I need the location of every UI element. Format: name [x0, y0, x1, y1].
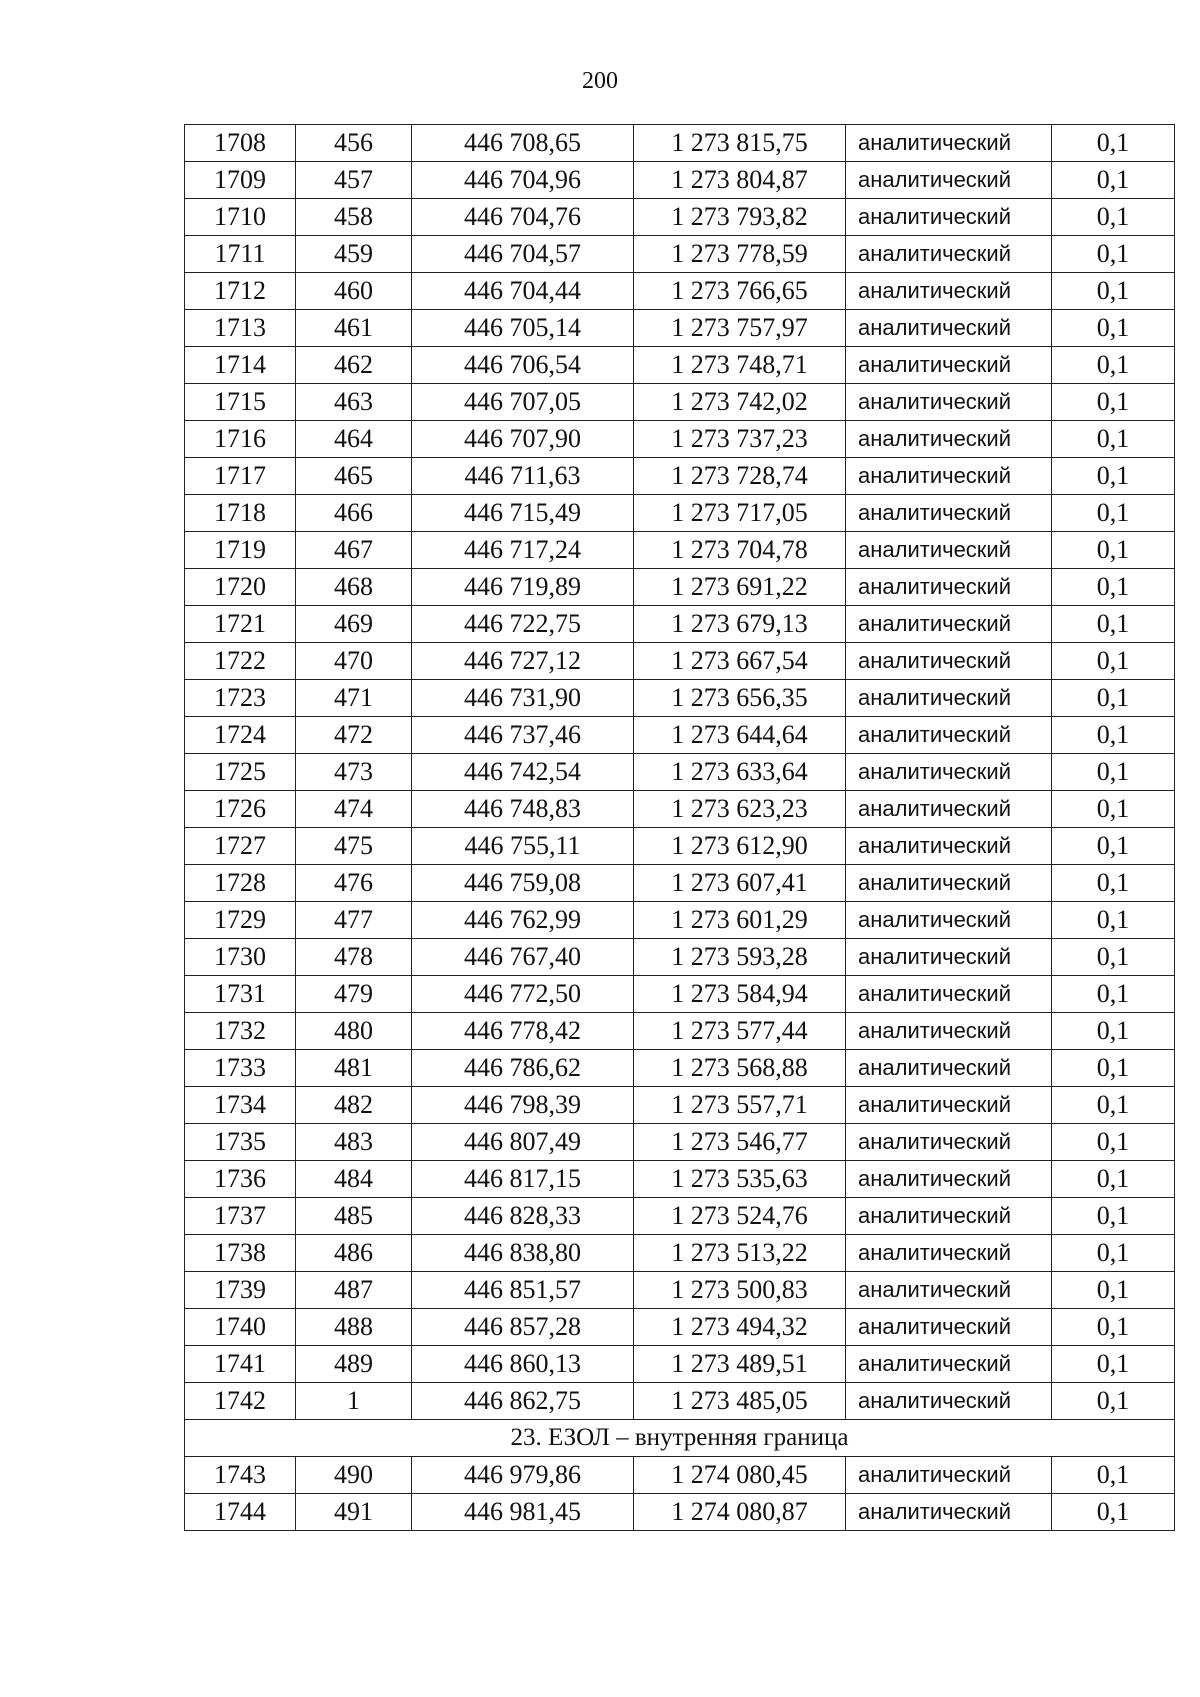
cell-accuracy: 0,1: [1052, 902, 1175, 939]
cell-point-number: 489: [296, 1346, 412, 1383]
cell-x-coordinate: 446 851,57: [412, 1272, 634, 1309]
cell-method: аналитический: [846, 1050, 1052, 1087]
cell-y-coordinate: 1 273 742,02: [634, 384, 846, 421]
cell-point-number: 481: [296, 1050, 412, 1087]
cell-accuracy: 0,1: [1052, 976, 1175, 1013]
cell-method: аналитический: [846, 495, 1052, 532]
cell-y-coordinate: 1 273 546,77: [634, 1124, 846, 1161]
cell-accuracy: 0,1: [1052, 199, 1175, 236]
cell-row-number: 1708: [185, 125, 296, 162]
cell-method: аналитический: [846, 1494, 1052, 1531]
table-row: [185, 865, 1175, 902]
table-row: [185, 1161, 1175, 1198]
cell-accuracy: 0,1: [1052, 1272, 1175, 1309]
cell-method: аналитический: [846, 754, 1052, 791]
cell-y-coordinate: 1 273 500,83: [634, 1272, 846, 1309]
table-row: [185, 902, 1175, 939]
cell-accuracy: 0,1: [1052, 347, 1175, 384]
cell-x-coordinate: 446 857,28: [412, 1309, 634, 1346]
cell-row-number: 1734: [185, 1087, 296, 1124]
cell-x-coordinate: 446 748,83: [412, 791, 634, 828]
cell-accuracy: 0,1: [1052, 643, 1175, 680]
cell-point-number: 474: [296, 791, 412, 828]
cell-row-number: 1714: [185, 347, 296, 384]
cell-x-coordinate: 446 737,46: [412, 717, 634, 754]
cell-method: аналитический: [846, 1346, 1052, 1383]
table-row: [185, 1235, 1175, 1272]
table-row: [185, 1457, 1175, 1494]
cell-accuracy: 0,1: [1052, 1235, 1175, 1272]
cell-method: аналитический: [846, 199, 1052, 236]
cell-accuracy: 0,1: [1052, 421, 1175, 458]
cell-row-number: 1710: [185, 199, 296, 236]
cell-method: аналитический: [846, 1457, 1052, 1494]
cell-point-number: 472: [296, 717, 412, 754]
cell-accuracy: 0,1: [1052, 791, 1175, 828]
cell-point-number: 488: [296, 1309, 412, 1346]
cell-x-coordinate: 446 705,14: [412, 310, 634, 347]
table-row: [185, 236, 1175, 273]
cell-accuracy: 0,1: [1052, 495, 1175, 532]
cell-accuracy: 0,1: [1052, 1383, 1175, 1420]
cell-x-coordinate: 446 979,86: [412, 1457, 634, 1494]
cell-point-number: 457: [296, 162, 412, 199]
cell-accuracy: 0,1: [1052, 1309, 1175, 1346]
cell-row-number: 1722: [185, 643, 296, 680]
cell-y-coordinate: 1 273 656,35: [634, 680, 846, 717]
cell-row-number: 1736: [185, 1161, 296, 1198]
cell-x-coordinate: 446 704,76: [412, 199, 634, 236]
cell-x-coordinate: 446 862,75: [412, 1383, 634, 1420]
cell-x-coordinate: 446 807,49: [412, 1124, 634, 1161]
cell-y-coordinate: 1 273 513,22: [634, 1235, 846, 1272]
table-row: [185, 347, 1175, 384]
cell-point-number: 459: [296, 236, 412, 273]
cell-point-number: 1: [296, 1383, 412, 1420]
cell-y-coordinate: 1 273 557,71: [634, 1087, 846, 1124]
cell-point-number: 460: [296, 273, 412, 310]
cell-row-number: 1731: [185, 976, 296, 1013]
cell-point-number: 490: [296, 1457, 412, 1494]
cell-point-number: 480: [296, 1013, 412, 1050]
cell-point-number: 465: [296, 458, 412, 495]
cell-accuracy: 0,1: [1052, 1198, 1175, 1235]
cell-y-coordinate: 1 273 489,51: [634, 1346, 846, 1383]
cell-method: аналитический: [846, 569, 1052, 606]
cell-y-coordinate: 1 273 717,05: [634, 495, 846, 532]
cell-accuracy: 0,1: [1052, 1013, 1175, 1050]
table-row: [185, 162, 1175, 199]
cell-row-number: 1721: [185, 606, 296, 643]
cell-accuracy: 0,1: [1052, 1050, 1175, 1087]
cell-point-number: 464: [296, 421, 412, 458]
cell-y-coordinate: 1 273 691,22: [634, 569, 846, 606]
cell-row-number: 1724: [185, 717, 296, 754]
table-row: [185, 791, 1175, 828]
cell-accuracy: 0,1: [1052, 273, 1175, 310]
cell-accuracy: 0,1: [1052, 458, 1175, 495]
cell-method: аналитический: [846, 1013, 1052, 1050]
cell-point-number: 471: [296, 680, 412, 717]
cell-accuracy: 0,1: [1052, 569, 1175, 606]
cell-y-coordinate: 1 273 757,97: [634, 310, 846, 347]
cell-row-number: 1739: [185, 1272, 296, 1309]
cell-point-number: 478: [296, 939, 412, 976]
cell-x-coordinate: 446 860,13: [412, 1346, 634, 1383]
cell-method: аналитический: [846, 384, 1052, 421]
table-row: [185, 939, 1175, 976]
table-row: [185, 717, 1175, 754]
cell-y-coordinate: 1 273 568,88: [634, 1050, 846, 1087]
cell-x-coordinate: 446 767,40: [412, 939, 634, 976]
table-row: [185, 273, 1175, 310]
cell-row-number: 1723: [185, 680, 296, 717]
cell-row-number: 1740: [185, 1309, 296, 1346]
cell-row-number: 1733: [185, 1050, 296, 1087]
cell-point-number: 479: [296, 976, 412, 1013]
cell-point-number: 484: [296, 1161, 412, 1198]
cell-row-number: 1737: [185, 1198, 296, 1235]
cell-point-number: 470: [296, 643, 412, 680]
cell-accuracy: 0,1: [1052, 532, 1175, 569]
cell-accuracy: 0,1: [1052, 1124, 1175, 1161]
cell-accuracy: 0,1: [1052, 717, 1175, 754]
cell-accuracy: 0,1: [1052, 125, 1175, 162]
cell-x-coordinate: 446 727,12: [412, 643, 634, 680]
cell-y-coordinate: 1 273 815,75: [634, 125, 846, 162]
cell-row-number: 1730: [185, 939, 296, 976]
table-row: [185, 680, 1175, 717]
cell-y-coordinate: 1 273 535,63: [634, 1161, 846, 1198]
cell-y-coordinate: 1 273 766,65: [634, 273, 846, 310]
cell-y-coordinate: 1 273 644,64: [634, 717, 846, 754]
cell-method: аналитический: [846, 606, 1052, 643]
table-row: [185, 199, 1175, 236]
cell-row-number: 1711: [185, 236, 296, 273]
cell-method: аналитический: [846, 1198, 1052, 1235]
cell-x-coordinate: 446 707,90: [412, 421, 634, 458]
table-row: [185, 532, 1175, 569]
cell-accuracy: 0,1: [1052, 384, 1175, 421]
cell-method: аналитический: [846, 865, 1052, 902]
cell-method: аналитический: [846, 680, 1052, 717]
cell-row-number: 1713: [185, 310, 296, 347]
cell-x-coordinate: 446 772,50: [412, 976, 634, 1013]
cell-row-number: 1742: [185, 1383, 296, 1420]
cell-point-number: 467: [296, 532, 412, 569]
coordinates-table-body: [185, 125, 1175, 1420]
cell-row-number: 1720: [185, 569, 296, 606]
cell-point-number: 485: [296, 1198, 412, 1235]
cell-x-coordinate: 446 715,49: [412, 495, 634, 532]
cell-point-number: 475: [296, 828, 412, 865]
table-row: [185, 976, 1175, 1013]
cell-y-coordinate: 1 273 728,74: [634, 458, 846, 495]
cell-row-number: 1743: [185, 1457, 296, 1494]
cell-row-number: 1735: [185, 1124, 296, 1161]
table-row: [185, 569, 1175, 606]
cell-accuracy: 0,1: [1052, 236, 1175, 273]
cell-method: аналитический: [846, 1124, 1052, 1161]
cell-row-number: 1716: [185, 421, 296, 458]
table-row: [185, 384, 1175, 421]
cell-accuracy: 0,1: [1052, 1161, 1175, 1198]
table-row: [185, 1013, 1175, 1050]
cell-point-number: 466: [296, 495, 412, 532]
cell-x-coordinate: 446 704,44: [412, 273, 634, 310]
cell-x-coordinate: 446 704,96: [412, 162, 634, 199]
cell-row-number: 1717: [185, 458, 296, 495]
cell-method: аналитический: [846, 791, 1052, 828]
cell-method: аналитический: [846, 828, 1052, 865]
cell-point-number: 491: [296, 1494, 412, 1531]
cell-x-coordinate: 446 817,15: [412, 1161, 634, 1198]
cell-method: аналитический: [846, 1383, 1052, 1420]
cell-accuracy: 0,1: [1052, 865, 1175, 902]
cell-accuracy: 0,1: [1052, 680, 1175, 717]
table-row: [185, 1272, 1175, 1309]
cell-y-coordinate: 1 273 633,64: [634, 754, 846, 791]
cell-accuracy: 0,1: [1052, 828, 1175, 865]
cell-point-number: 458: [296, 199, 412, 236]
cell-x-coordinate: 446 704,57: [412, 236, 634, 273]
cell-y-coordinate: 1 273 804,87: [634, 162, 846, 199]
cell-y-coordinate: 1 273 612,90: [634, 828, 846, 865]
table-row: [185, 1494, 1175, 1531]
table-row: [185, 1346, 1175, 1383]
cell-point-number: 482: [296, 1087, 412, 1124]
cell-point-number: 468: [296, 569, 412, 606]
cell-accuracy: 0,1: [1052, 1494, 1175, 1531]
cell-y-coordinate: 1 273 524,76: [634, 1198, 846, 1235]
cell-x-coordinate: 446 759,08: [412, 865, 634, 902]
cell-y-coordinate: 1 273 584,94: [634, 976, 846, 1013]
cell-row-number: 1728: [185, 865, 296, 902]
cell-point-number: 473: [296, 754, 412, 791]
cell-method: аналитический: [846, 717, 1052, 754]
cell-row-number: 1727: [185, 828, 296, 865]
cell-x-coordinate: 446 778,42: [412, 1013, 634, 1050]
cell-accuracy: 0,1: [1052, 606, 1175, 643]
cell-y-coordinate: 1 273 737,23: [634, 421, 846, 458]
table-row: [185, 754, 1175, 791]
table-row: [185, 1383, 1175, 1420]
cell-method: аналитический: [846, 1272, 1052, 1309]
cell-row-number: 1712: [185, 273, 296, 310]
cell-x-coordinate: 446 717,24: [412, 532, 634, 569]
table-row: [185, 1050, 1175, 1087]
cell-row-number: 1709: [185, 162, 296, 199]
cell-y-coordinate: 1 273 667,54: [634, 643, 846, 680]
table-row: [185, 1124, 1175, 1161]
page-number: 200: [582, 68, 618, 94]
section-heading: 23. ЕЗОЛ – внутренняя граница: [185, 1420, 1175, 1457]
cell-x-coordinate: 446 719,89: [412, 569, 634, 606]
cell-accuracy: 0,1: [1052, 1346, 1175, 1383]
cell-point-number: 477: [296, 902, 412, 939]
cell-x-coordinate: 446 707,05: [412, 384, 634, 421]
table-row: [185, 1309, 1175, 1346]
cell-point-number: 476: [296, 865, 412, 902]
cell-point-number: 469: [296, 606, 412, 643]
cell-row-number: 1732: [185, 1013, 296, 1050]
table-row: [185, 828, 1175, 865]
cell-x-coordinate: 446 762,99: [412, 902, 634, 939]
cell-method: аналитический: [846, 310, 1052, 347]
coordinates-table-body-2: [185, 1457, 1175, 1531]
cell-row-number: 1738: [185, 1235, 296, 1272]
table-row: [185, 310, 1175, 347]
cell-row-number: 1726: [185, 791, 296, 828]
table-row: [185, 421, 1175, 458]
section-heading-body: [185, 1420, 1175, 1457]
cell-y-coordinate: 1 273 778,59: [634, 236, 846, 273]
cell-x-coordinate: 446 742,54: [412, 754, 634, 791]
cell-x-coordinate: 446 798,39: [412, 1087, 634, 1124]
cell-method: аналитический: [846, 532, 1052, 569]
cell-row-number: 1725: [185, 754, 296, 791]
cell-row-number: 1741: [185, 1346, 296, 1383]
coordinates-table: [184, 124, 1175, 1531]
cell-accuracy: 0,1: [1052, 754, 1175, 791]
cell-x-coordinate: 446 755,11: [412, 828, 634, 865]
cell-x-coordinate: 446 711,63: [412, 458, 634, 495]
cell-method: аналитический: [846, 643, 1052, 680]
cell-method: аналитический: [846, 421, 1052, 458]
cell-method: аналитический: [846, 976, 1052, 1013]
table-row: [185, 643, 1175, 680]
cell-y-coordinate: 1 273 607,41: [634, 865, 846, 902]
cell-method: аналитический: [846, 236, 1052, 273]
cell-method: аналитический: [846, 458, 1052, 495]
cell-method: аналитический: [846, 273, 1052, 310]
cell-x-coordinate: 446 828,33: [412, 1198, 634, 1235]
cell-point-number: 462: [296, 347, 412, 384]
cell-x-coordinate: 446 708,65: [412, 125, 634, 162]
cell-point-number: 483: [296, 1124, 412, 1161]
cell-y-coordinate: 1 273 704,78: [634, 532, 846, 569]
cell-row-number: 1719: [185, 532, 296, 569]
cell-method: аналитический: [846, 125, 1052, 162]
cell-method: аналитический: [846, 939, 1052, 976]
section-heading-row: [185, 1420, 1175, 1457]
cell-method: аналитический: [846, 1309, 1052, 1346]
cell-y-coordinate: 1 273 593,28: [634, 939, 846, 976]
cell-x-coordinate: 446 731,90: [412, 680, 634, 717]
cell-y-coordinate: 1 274 080,87: [634, 1494, 846, 1531]
cell-y-coordinate: 1 273 679,13: [634, 606, 846, 643]
cell-accuracy: 0,1: [1052, 939, 1175, 976]
cell-x-coordinate: 446 786,62: [412, 1050, 634, 1087]
table-row: [185, 1198, 1175, 1235]
cell-row-number: 1715: [185, 384, 296, 421]
cell-x-coordinate: 446 838,80: [412, 1235, 634, 1272]
table-row: [185, 606, 1175, 643]
cell-method: аналитический: [846, 1087, 1052, 1124]
cell-method: аналитический: [846, 1161, 1052, 1198]
table-row: [185, 125, 1175, 162]
cell-method: аналитический: [846, 1235, 1052, 1272]
cell-method: аналитический: [846, 162, 1052, 199]
cell-method: аналитический: [846, 347, 1052, 384]
cell-y-coordinate: 1 273 623,23: [634, 791, 846, 828]
cell-y-coordinate: 1 273 494,32: [634, 1309, 846, 1346]
cell-point-number: 486: [296, 1235, 412, 1272]
cell-x-coordinate: 446 981,45: [412, 1494, 634, 1531]
cell-row-number: 1744: [185, 1494, 296, 1531]
cell-method: аналитический: [846, 902, 1052, 939]
table-row: [185, 458, 1175, 495]
cell-point-number: 461: [296, 310, 412, 347]
table-row: [185, 495, 1175, 532]
cell-accuracy: 0,1: [1052, 1457, 1175, 1494]
cell-y-coordinate: 1 273 748,71: [634, 347, 846, 384]
cell-accuracy: 0,1: [1052, 162, 1175, 199]
cell-y-coordinate: 1 274 080,45: [634, 1457, 846, 1494]
cell-x-coordinate: 446 722,75: [412, 606, 634, 643]
cell-point-number: 487: [296, 1272, 412, 1309]
cell-y-coordinate: 1 273 485,05: [634, 1383, 846, 1420]
cell-y-coordinate: 1 273 577,44: [634, 1013, 846, 1050]
cell-y-coordinate: 1 273 601,29: [634, 902, 846, 939]
cell-x-coordinate: 446 706,54: [412, 347, 634, 384]
cell-point-number: 463: [296, 384, 412, 421]
cell-accuracy: 0,1: [1052, 310, 1175, 347]
cell-y-coordinate: 1 273 793,82: [634, 199, 846, 236]
cell-point-number: 456: [296, 125, 412, 162]
table-row: [185, 1087, 1175, 1124]
cell-accuracy: 0,1: [1052, 1087, 1175, 1124]
cell-row-number: 1718: [185, 495, 296, 532]
cell-row-number: 1729: [185, 902, 296, 939]
